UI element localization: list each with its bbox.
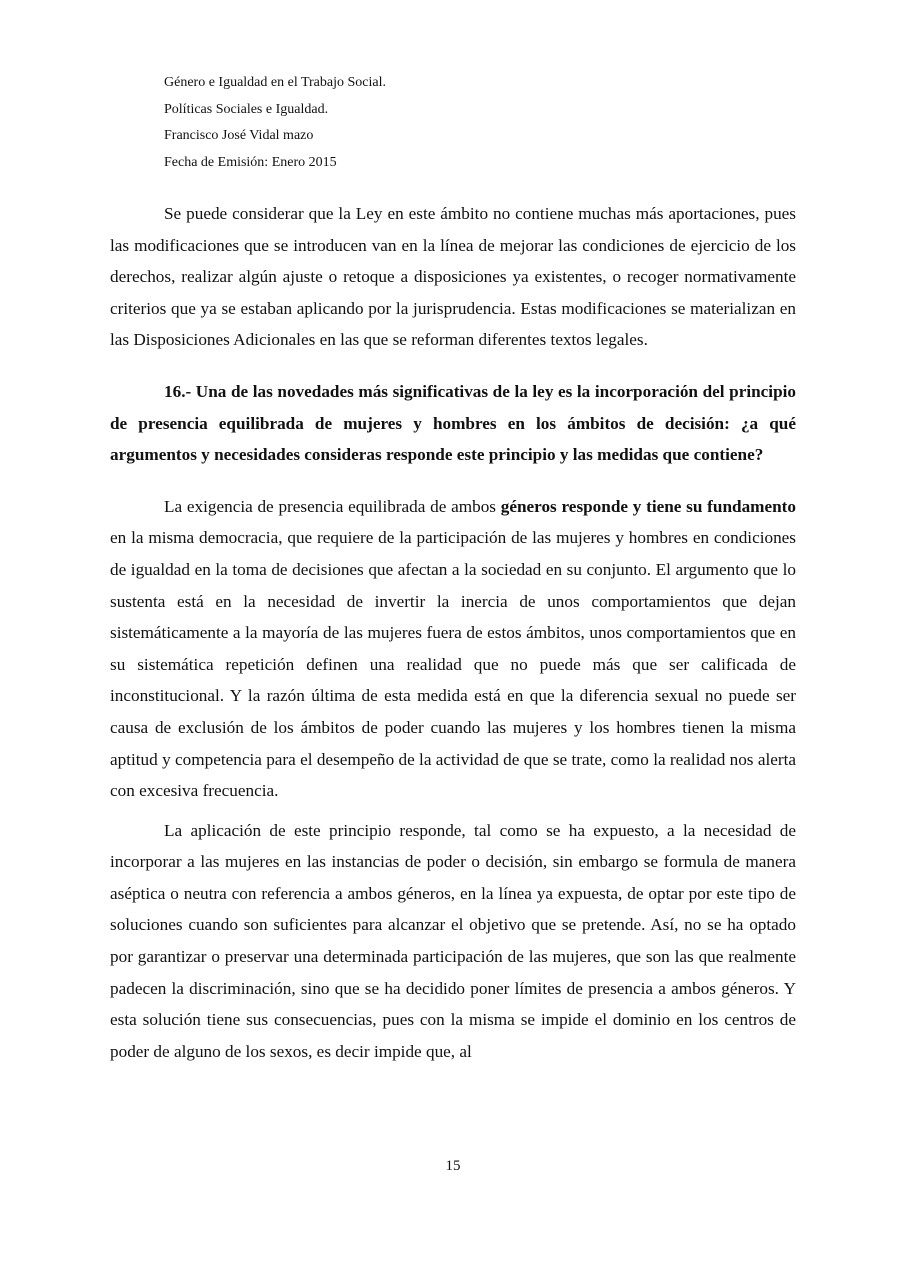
question-16: 16.- Una de las novedades más significativas de la ley es la incorporación del principio de presencia equilibrada de mujeres y hombres en los ámbitos de decisión: ¿a qué argumentos y necesidades consideras responde este principio y las medidas que contiene? — [110, 381, 796, 465]
paragraph-3-rest: en la misma democracia, que requiere de la participación de las mujeres y hombres en condiciones de igualdad en la toma de decisiones que afectan a la sociedad en su conjunto. El argumento que lo sustenta está en la necesidad de invertir la inercia de unos comportamientos que dejan sistemáticamente a la mayoría de las mujeres fuera de estos ámbitos, unos comportamientos que en su sistemática repetición definen una realidad que no puede más que ser calificada de inconstitucional. Y la razón última de esta medida está en que la diferencia sexual no puede ser causa de exclusión de los ámbitos de poder cuando las mujeres y los hombres tienen la misma aptitud y competencia para el desempeño de la actividad de que se trate, como la realidad nos alerta con excesiva frecuencia. — [110, 528, 796, 801]
header-author: Francisco José Vidal mazo — [164, 128, 314, 143]
document-body — [110, 198, 796, 1067]
header-subject: Políticas Sociales e Igualdad. — [164, 101, 329, 117]
header-date: Fecha de Emisión: Enero 2015 — [164, 154, 337, 170]
paragraph-3-bold: géneros responde y tiene su fundamento — [500, 496, 796, 516]
paragraph-4: La aplicación de este principio responde, tal como se ha expuesto, a la necesidad de incorporar a las mujeres en las instancias de poder o decisión, sin embargo se formula de manera aséptica o neutra con referencia a ambos géneros, en la línea ya expuesta, de optar por este tipo de soluciones cuando son suficientes para alcanzar el objetivo que se pretende. Así, no se ha optado por garantizar o preservar una determinada participación de las mujeres, que son las que realmente padecen la discriminación, sino que se ha decidido poner límites de presencia a ambos géneros. Y esta solución tiene sus consecuencias, pues con la misma se impide el dominio en los centros de poder de alguno de los sexos, es decir impide que, al — [110, 820, 796, 1061]
header-course-title: Género e Igualdad en el Trabajo Social. — [164, 75, 386, 90]
paragraph-1: Se puede considerar que la Ley en este ámbito no contiene muchas más aportaciones, pues las modificaciones que se introducen van en la línea de mejorar las condiciones de ejercicio de los derechos, realizar algún ajuste o retoque a disposiciones ya existentes, o recoger normativamente criterios que ya se estaban aplicando por la jurisprudencia. Estas modificaciones se materializan en las Disposiciones Adicionales en las que se reforman diferentes textos legales. — [110, 204, 796, 350]
paragraph-3-intro: La exigencia de presencia equilibrada de ambos — [164, 496, 501, 516]
paragraph-3 — [110, 491, 796, 807]
document-header — [164, 70, 386, 176]
page-number: 15 — [445, 1158, 461, 1174]
